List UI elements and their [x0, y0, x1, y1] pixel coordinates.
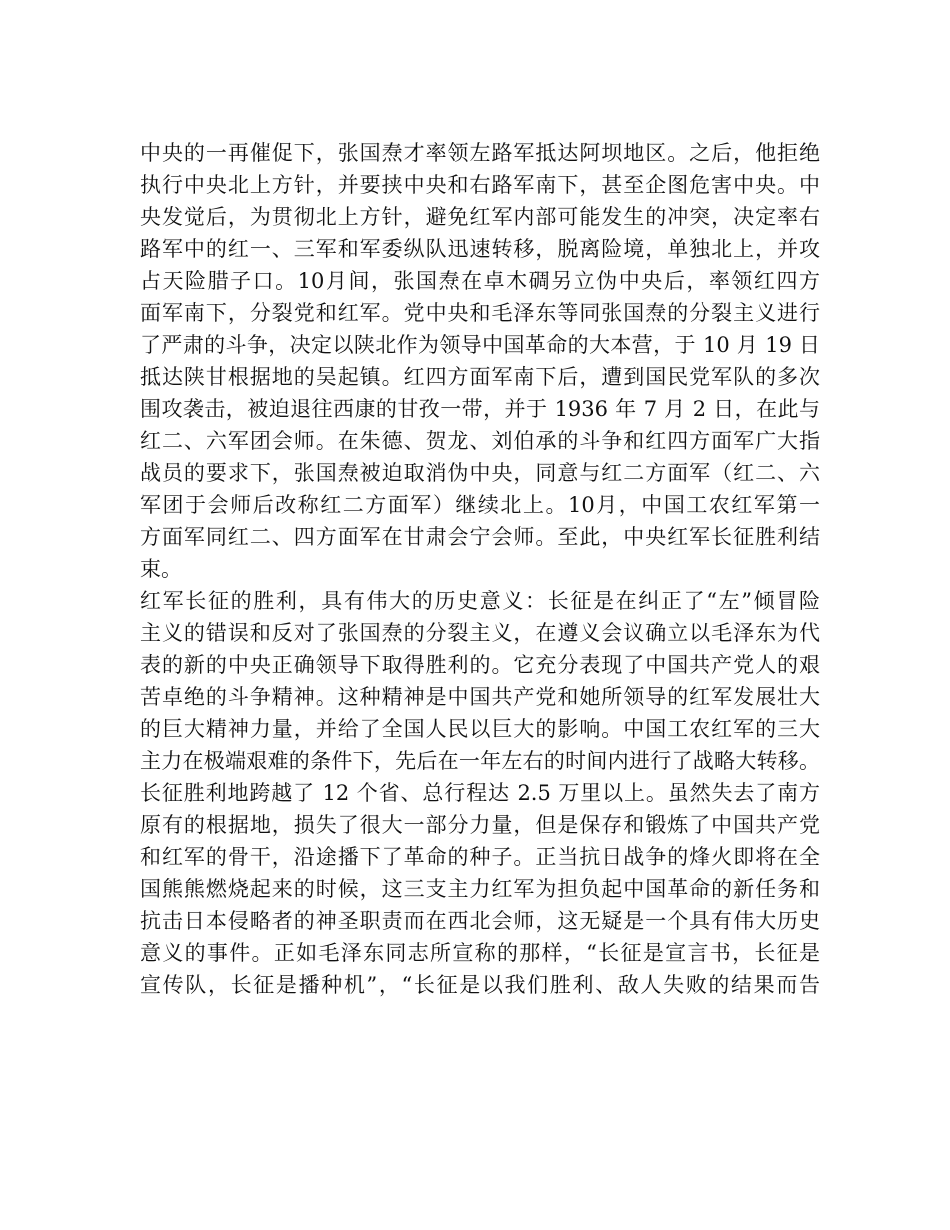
text-line: 抵达陕甘根据地的吴起镇。红四方面军南下后，遭到国民党军队的多次: [140, 365, 820, 389]
text-line: 围攻袭击，被迫退往西康的甘孜一带，并于 1936 年 7 月 2 日，在此与: [140, 397, 820, 421]
body-text: [140, 137, 820, 1001]
text-line: 的巨大精神力量，并给了全国人民以巨大的影响。中国工农红军的三大: [140, 717, 820, 741]
text-line: 军团于会师后改称红二方面军）继续北上。10月，中国工农红军第一: [140, 493, 820, 517]
text-line: 路军中的红一、三军和军委纵队迅速转移，脱离险境，单独北上，并攻: [140, 237, 820, 261]
text-line: 面军南下，分裂党和红军。党中央和毛泽东等同张国焘的分裂主义进行: [140, 301, 820, 325]
text-line: 束。: [140, 557, 182, 581]
text-line: 红军长征的胜利，具有伟大的历史意义：长征是在纠正了“左”倾冒险: [140, 589, 820, 613]
text-line: 红二、六军团会师。在朱德、贺龙、刘伯承的斗争和红四方面军广大指: [140, 429, 820, 453]
text-line: 占天险腊子口。10月间，张国焘在卓木碉另立伪中央后，率领红四方: [140, 269, 820, 293]
text-line: 宣传队，长征是播种机”，“长征是以我们胜利、敌人失败的结果而告: [140, 973, 820, 997]
text-line: 表的新的中央正确领导下取得胜利的。它充分表现了中国共产党人的艰: [140, 653, 820, 677]
text-line: 战员的要求下，张国焘被迫取消伪中央，同意与红二方面军（红二、六: [140, 461, 820, 485]
text-line: 长征胜利地跨越了 12 个省、总行程达 2.5 万里以上。虽然失去了南方: [140, 781, 820, 805]
text-line: 方面军同红二、四方面军在甘肃会宁会师。至此，中央红军长征胜利结: [140, 525, 820, 549]
text-line: 执行中央北上方针，并要挟中央和右路军南下，甚至企图危害中央。中: [140, 173, 820, 197]
text-line: 和红军的骨干，沿途播下了革命的种子。正当抗日战争的烽火即将在全: [140, 845, 820, 869]
text-line: 意义的事件。正如毛泽东同志所宣称的那样，“长征是宣言书，长征是: [140, 941, 820, 965]
text-line: 了严肃的斗争，决定以陕北作为领导中国革命的大本营，于 10 月 19 日: [140, 333, 820, 357]
text-line: 苦卓绝的斗争精神。这种精神是中国共产党和她所领导的红军发展壮大: [140, 685, 820, 709]
text-line: 国熊熊燃烧起来的时候，这三支主力红军为担负起中国革命的新任务和: [140, 877, 820, 901]
text-line: 原有的根据地，损失了很大一部分力量，但是保存和锻炼了中国共产党: [140, 813, 820, 837]
text-line: 央发觉后，为贯彻北上方针，避免红军内部可能发生的冲突，决定率右: [140, 205, 820, 229]
text-line: 主义的错误和反对了张国焘的分裂主义，在遵义会议确立以毛泽东为代: [140, 621, 820, 645]
text-line: 抗击日本侵略者的神圣职责而在西北会师，这无疑是一个具有伟大历史: [140, 909, 820, 933]
text-line: 中央的一再催促下，张国焘才率领左路军抵达阿坝地区。之后，他拒绝: [140, 141, 820, 165]
text-line: 主力在极端艰难的条件下，先后在一年左右的时间内进行了战略大转移。: [140, 749, 820, 773]
